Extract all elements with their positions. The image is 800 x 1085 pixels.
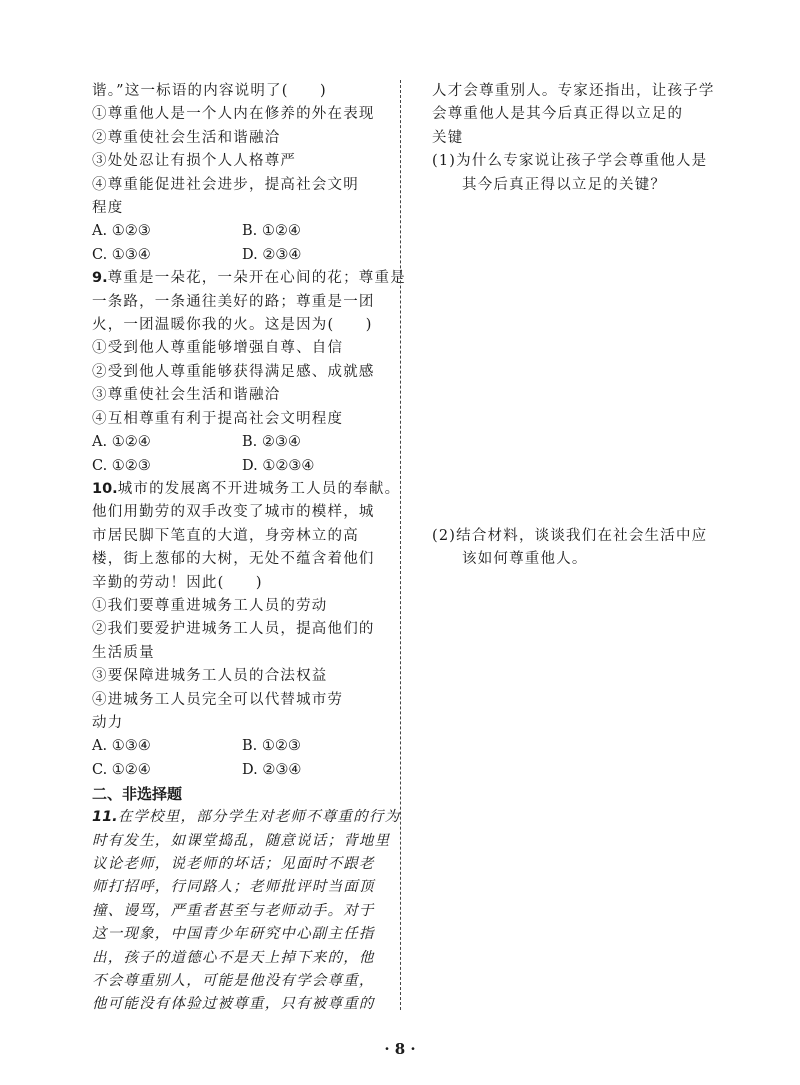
q10-stem-text-1: 城市的发展离不开进城务工人员的奉献。: [117, 480, 401, 497]
q11-subquestion-1: [432, 150, 732, 197]
q10-choices-row-2: [92, 759, 392, 782]
q8-option-1: ①尊重他人是一个人内在修养的外在表现: [92, 106, 375, 123]
q8-option-4: ④尊重能促进社会进步，提高社会文明: [92, 176, 359, 193]
q8-choice-c: C. ①③④: [92, 246, 151, 263]
q11-cont-3: 关键: [432, 129, 464, 146]
q10-stem-5: 辛勤的劳动！因此( ): [92, 574, 263, 591]
q8-option-2: ②尊重使社会生活和谐融洽: [92, 129, 281, 146]
question-8-continuation: [92, 80, 392, 267]
q11-sub1-line-1: (1)为什么专家说让孩子学会尊重他人是: [432, 153, 708, 170]
q9-choices-row-1: [92, 431, 392, 454]
q8-stem-tail: 谐。”这一标语的内容说明了( ): [92, 83, 327, 99]
q10-stem-1: [92, 478, 401, 501]
q11-stem-9: 他可能没有体验过被尊重，只有被尊重的: [92, 996, 375, 1013]
q11-sub1-line-2: 其今后真正得以立足的关键？: [462, 176, 667, 193]
q9-choice-b: B. ②③④: [242, 434, 301, 451]
q11-stem-1: [92, 806, 401, 829]
q11-cont-2: 会尊重他人是其今后真正得以立足的: [432, 106, 684, 123]
q8-choice-a: A. ①②③: [92, 223, 151, 240]
q10-option-1: ①我们要尊重进城务工人员的劳动: [92, 597, 328, 614]
q10-option-2-cont: 生活质量: [92, 644, 155, 661]
q10-option-3: ③要保障进城务工人员的合法权益: [92, 668, 328, 685]
q8-choices-row-1: [92, 220, 392, 243]
q10-option-2: ②我们要爱护进城务工人员，提高他们的: [92, 621, 375, 638]
q9-option-1: ①受到他人尊重能够增强自尊、自信: [92, 340, 344, 357]
q11-sub2-line-2: 该如何尊重他人。: [462, 551, 588, 568]
q10-choice-a: A. ①③④: [92, 738, 151, 755]
q9-choice-c: C. ①②③: [92, 457, 151, 474]
q10-stem-4: 楼，街上葱郁的大树，无处不蕴含着他们: [92, 551, 375, 568]
right-column: [432, 80, 732, 972]
question-10: [92, 478, 401, 782]
q11-stem-5: 撞、谩骂，严重者甚至与老师动手。对于: [92, 902, 375, 919]
q9-option-2: ②受到他人尊重能够获得满足感、成就感: [92, 363, 375, 380]
q8-choice-b: B. ①②④: [242, 223, 301, 240]
q11-stem-7: 出，孩子的道德心不是天上掉下来的，他: [92, 949, 375, 966]
q9-option-3: ③尊重使社会生活和谐融洽: [92, 387, 281, 404]
q8-option-3: ③处处忍让有损个人人格尊严: [92, 153, 297, 170]
q10-number: 10.: [92, 480, 118, 497]
q9-stem-3: 火，一团温暖你我的火。这是因为( ): [92, 317, 373, 334]
q9-choices-row-2: [92, 455, 392, 478]
q11-sub2-line-1: (2)结合材料，谈谈我们在社会生活中应: [432, 528, 708, 545]
q11-stem-3: 议论老师，说老师的坏话；见面时不跟老: [92, 856, 375, 872]
q9-stem-1: [92, 267, 406, 290]
question-11-continuation: [432, 80, 732, 150]
q11-stem-2: 时有发生，如课堂捣乱，随意说话；背地里: [92, 832, 391, 849]
question-11: [92, 806, 401, 1017]
q10-choice-c: C. ①②④: [92, 761, 151, 778]
answer-space-2[interactable]: [432, 572, 732, 972]
q9-choice-d: D. ①②③④: [242, 457, 315, 474]
q10-stem-2: 他们用勤劳的双手改变了城市的模样，城: [92, 504, 375, 521]
q10-choice-d: D. ②③④: [242, 761, 302, 778]
q9-stem-text-1: 尊重是一朵花，一朵开在心间的花；尊重是: [107, 270, 406, 287]
q10-stem-3: 市居民脚下笔直的大道，身旁林立的高: [92, 527, 359, 544]
q8-option-4-cont: 程度: [92, 200, 124, 217]
q9-option-4: ④互相尊重有利于提高社会文明程度: [92, 410, 344, 427]
q11-cont-1: 人才会尊重别人。专家还指出，让孩子学: [432, 83, 715, 99]
question-9: [92, 267, 406, 478]
q11-number: 11.: [92, 809, 118, 826]
column-divider: [400, 80, 401, 1010]
q9-number: 9.: [92, 270, 108, 287]
q11-subquestion-2: [432, 525, 732, 572]
q11-stem-8: 不会尊重别人，可能是他没有学会尊重，: [92, 973, 375, 990]
q11-stem-6: 这一现象，中国青少年研究中心副主任指: [92, 926, 375, 943]
answer-space-1[interactable]: [432, 197, 732, 525]
q10-option-4-cont: 动力: [92, 714, 124, 731]
q11-stem-4: 师打招呼，行同路人；老师批评时当面顶: [92, 879, 375, 896]
page-number: · 8 ·: [384, 1040, 416, 1058]
left-column: [92, 80, 406, 1017]
q9-stem-2: 一条路，一条通往美好的路；尊重是一团: [92, 293, 375, 310]
q8-choice-d: D. ②③④: [242, 246, 302, 263]
section-heading-non-choice: 二、非选择题: [92, 785, 183, 804]
q9-choice-a: A. ①②④: [92, 434, 151, 451]
q10-option-4: ④进城务工人员完全可以代替城市劳: [92, 691, 344, 708]
q8-choices-row-2: [92, 244, 392, 267]
q10-choice-b: B. ①②③: [242, 738, 301, 755]
q11-stem-text-1: 在学校里，部分学生对老师不尊重的行为: [117, 809, 401, 826]
q10-choices-row-1: [92, 735, 392, 758]
